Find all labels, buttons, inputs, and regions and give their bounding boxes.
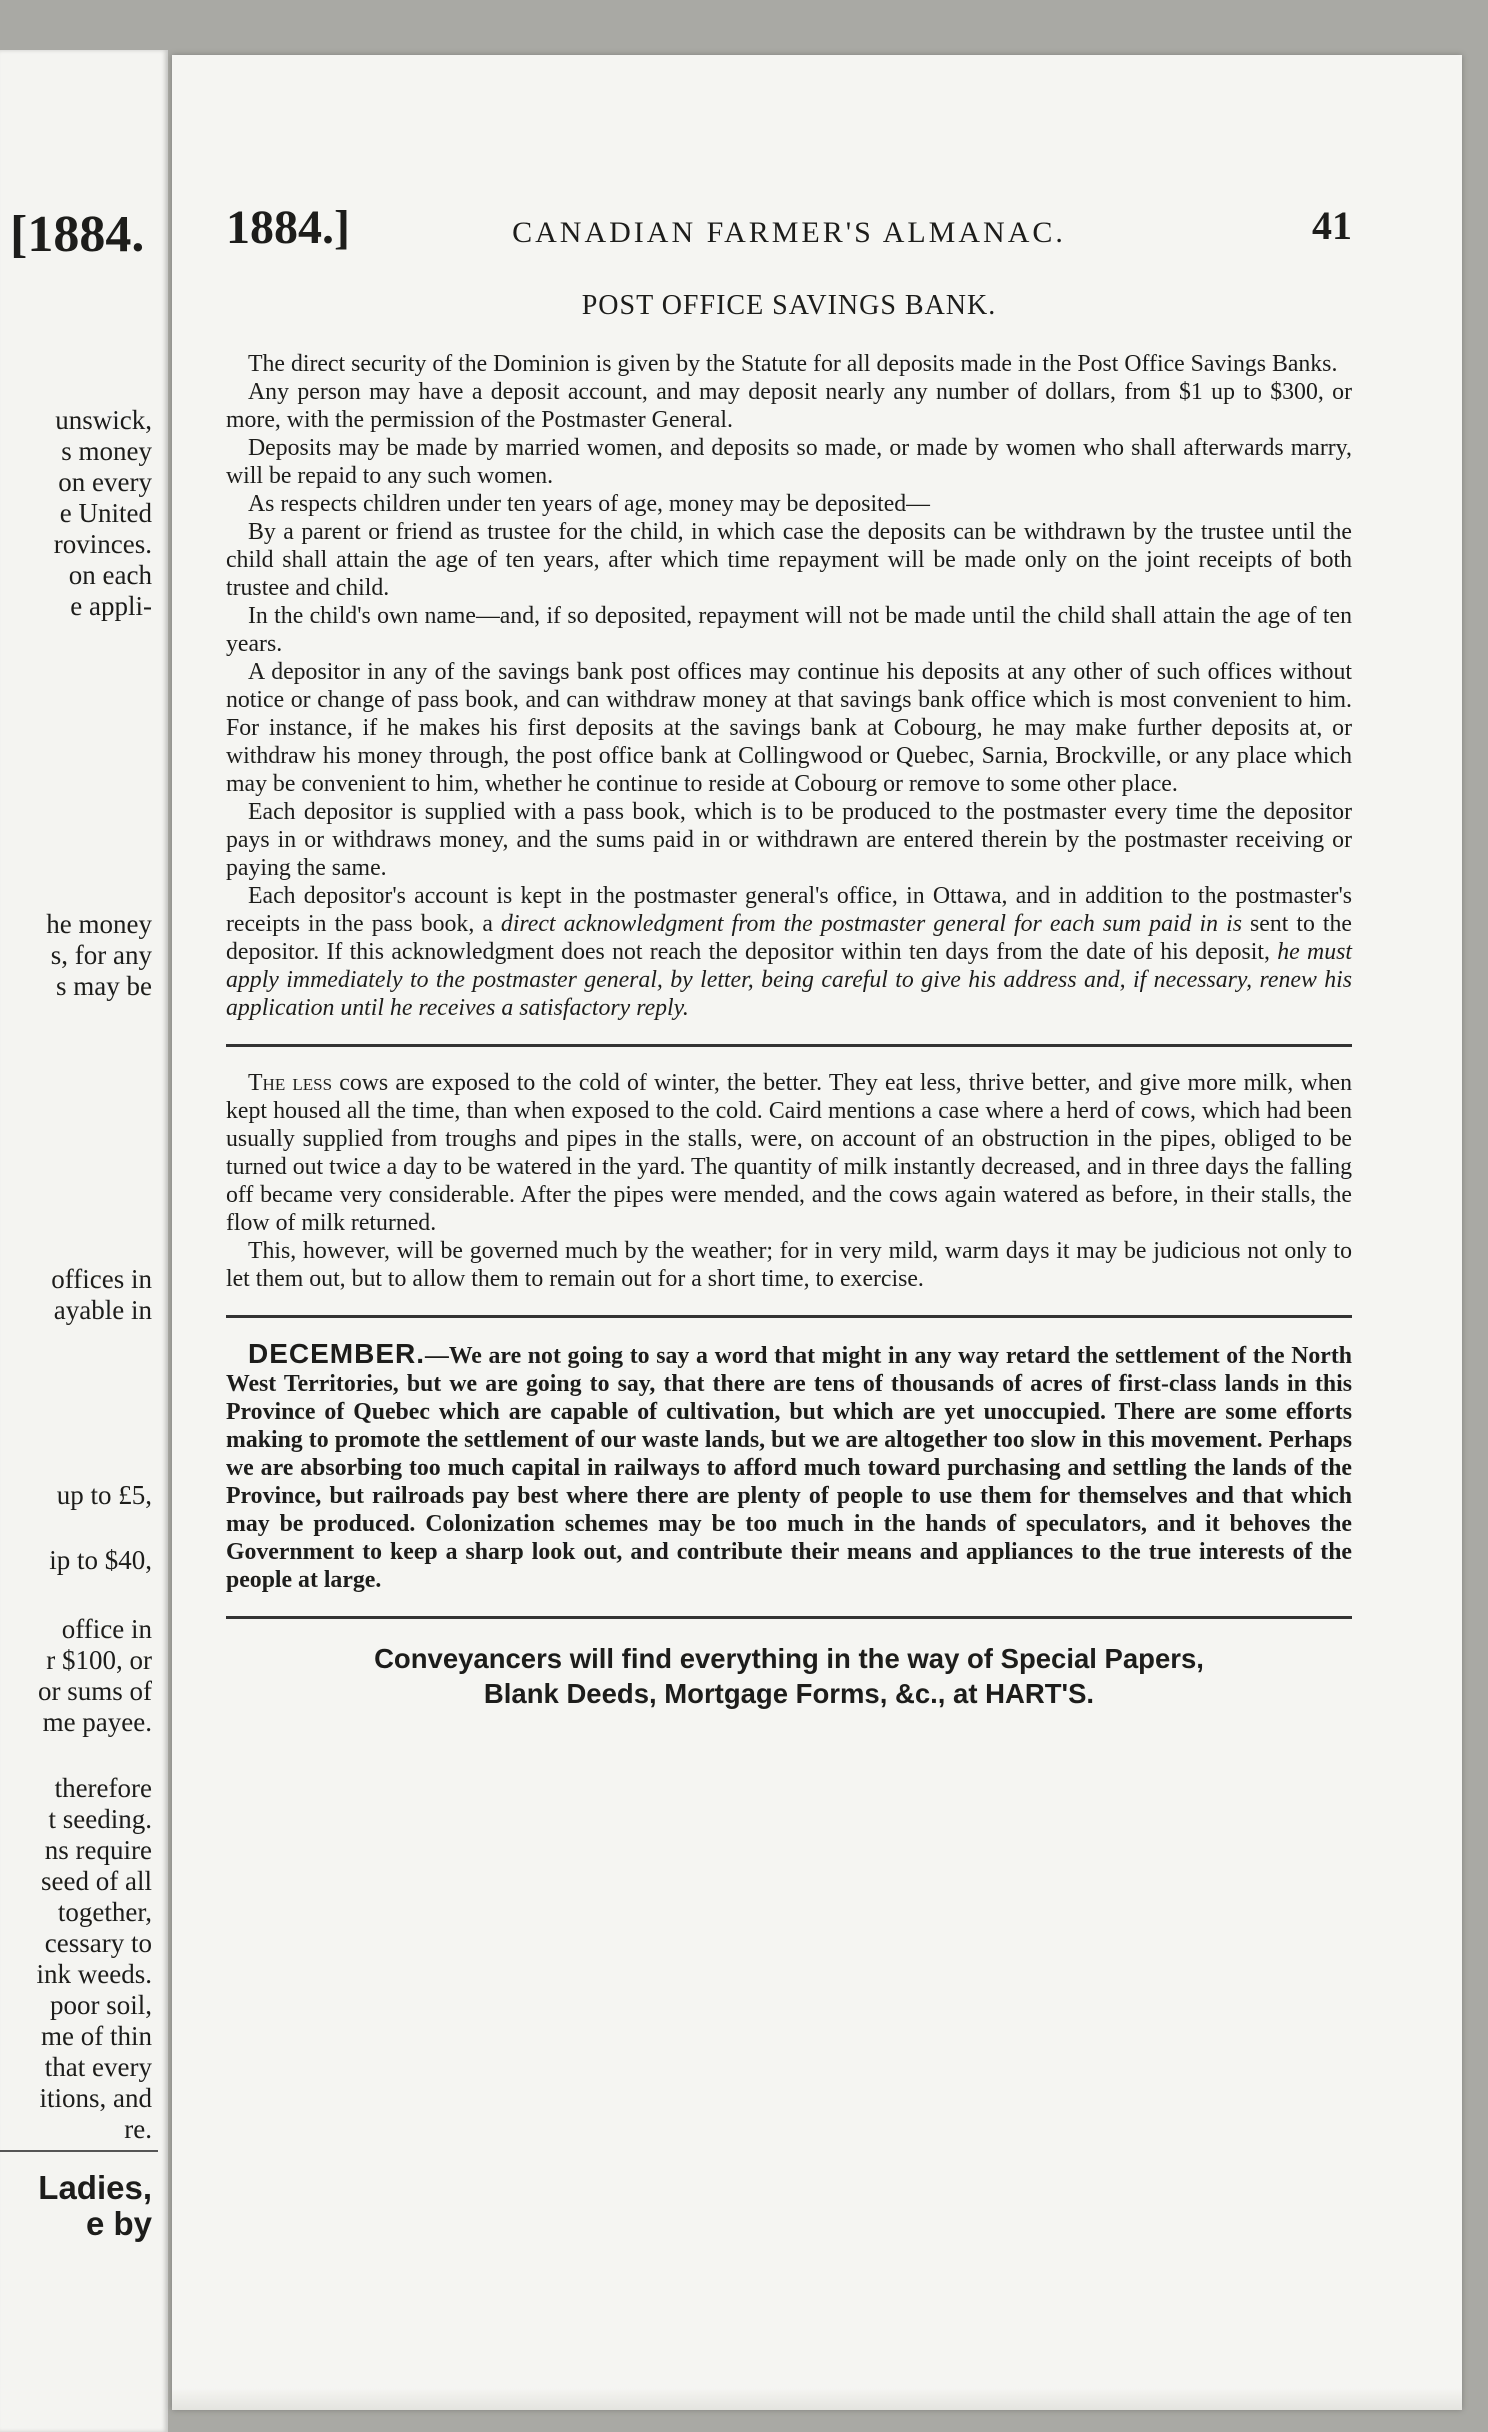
facing-page-line: together, [57,1897,152,1927]
facing-page-line: ip to $40, [49,1545,152,1575]
paragraph-acknowledgment [226,882,1352,1022]
facing-page-line: unswick, [55,405,152,435]
facing-page-line: me payee. [42,1707,152,1737]
acknowledgment-italic-2: he must apply immediately to the postmaster general, by letter, being careful to give his address and, if necessary, renew his application until he receives a satisfactory reply. [226,939,1352,1021]
facing-page-fragment [0,50,168,2432]
paragraph-trustee: By a parent or friend as trustee for the child, in which case the deposits can be withdrawn by the trustee until the child shall attain the age of ten years, after which time repayment will be made only on the joint receipts of both trustee and child. [226,519,1352,601]
facing-page-line: poor soil, [49,1990,152,2020]
paragraph-security: The direct security of the Dominion is given by the Statute for all deposits made in the Post Office Savings Banks. [248,351,1338,377]
facing-page-rule [0,2150,158,2152]
facing-page-header: [1884. [10,206,145,263]
facing-page-line: that every [44,2052,152,2082]
facing-page-line: on each [68,560,152,590]
facing-page-line: he money [46,909,152,939]
facing-page-line: s, for any [50,940,152,970]
facing-page-line: ayable in [53,1295,152,1325]
paragraph-children: As respects children under ten years of age, money may be deposited— [248,491,930,517]
facing-page-line: seed of all [41,1866,152,1896]
divider-rule [226,1616,1352,1619]
section-title: POST OFFICE SAVINGS BANK. [581,290,997,321]
facing-page-line: cessary to [44,1928,152,1958]
december-text: —We are not going to say a word that might in any way retard the settlement of the North West Territories, but we are going to say, that there are tens of thousands of acres of first-class lands in this Province of Quebec which are capable of cultivation, but which are yet unoccupied. There are some efforts making to promote the settlement of our waste lands, but we are altogether too slow in this movement. Perhaps we are absorbing too much capital in railways to afford much toward purchasing and settling the lands of the Province, but railroads pay best where there are plenty of people to use them for themselves and that which may be produced. Colonization schemes may be too much in the hands of speculators, and it behoves the Government to keep a sharp look out, and contribute their means and appliances to the true interests of the people at large. [226,1343,1352,1593]
facing-page-line: offices in [51,1264,152,1294]
facing-page-line: e United [59,498,152,528]
paragraph-cows [226,1069,1352,1237]
facing-page-line: therefore [54,1773,152,1803]
facing-page-line: on every [58,467,152,497]
facing-page-line: s money [61,436,152,466]
paragraph-pass-book: Each depositor is supplied with a pass book, which is to be produced to the postmaster every time the depositor pays in or withdraws money, and the sums paid in or withdrawn are entered therein by the postmaster receiving or paying the same. [226,799,1352,881]
almanac-page [172,55,1462,2410]
december-heading: DECEMBER. [248,1338,426,1369]
divider-rule [226,1044,1352,1047]
facing-page-line: rovinces. [53,529,152,559]
facing-page-ad-line-2: e by [85,2205,152,2242]
divider-rule [226,1315,1352,1318]
facing-page-line: or sums of [38,1676,152,1706]
page-bottom-edge [172,2388,1462,2410]
facing-page-line: t seeding. [48,1804,152,1834]
facing-page-line: me of thin [41,2021,152,2051]
cows-lead: The less [248,1070,333,1096]
paragraph-married-women: Deposits may be made by married women, and deposits so made, or made by women who shall afterwards marry, will be repaid to any such women. [226,435,1352,489]
facing-page-line: s may be [56,971,152,1001]
cows-text: cows are exposed to the cold of winter, the better. They eat less, thrive better, and give more milk, when kept housed all the time, than when exposed to the cold. Caird mentions a case where a herd of cows, which had been usually supplied from troughs and pipes in the stalls, were, on account of an obstruction in the pipes, obliged to be turned out twice a day to be watered in the yard. The quantity of milk instantly decreased, and in three days the falling off became very considerable. After the pipes were mended, and the cows again watered as before, in their stalls, the flow of milk returned. [226,1070,1352,1236]
paragraph-deposit-account: Any person may have a deposit account, and may deposit nearly any number of dollars, from $1 up to $300, or more, with the permission of the Postmaster General. [226,379,1352,433]
acknowledgment-text-2: sent to the depositor. If this acknowledgment does not reach the depositor within ten days from the date of his deposit, [226,911,1352,965]
acknowledgment-text-1: Each depositor's account is kept in the postmaster general's office, in Ottawa, and in addition to the postmaster's receipts in the pass book, a [226,883,1352,937]
facing-page-line: ink weeds. [36,1959,152,1989]
facing-page-line: r $100, or [46,1645,152,1675]
paragraph-weather: This, however, will be governed much by the weather; for in very mild, warm days it may be judicious not only to let them out, but to allow them to remain out for a short time, to exercise. [226,1238,1352,1292]
facing-page-line: ns require [44,1835,152,1865]
facing-page-line: office in [61,1614,152,1644]
paragraph-own-name: In the child's own name—and, if so deposited, repayment will not be made until the child shall attain the age of ten years. [226,603,1352,657]
advert-line-2: Blank Deeds, Mortgage Forms, &c., at HART'S. [483,1678,1095,1709]
paragraph-december [226,1340,1352,1594]
advert-line-1: Conveyancers will find everything in the way of Special Papers, [374,1643,1204,1674]
facing-page-ad-line-1: Ladies, [38,2169,152,2206]
header-year: 1884.] [226,201,350,254]
header-title: CANADIAN FARMER'S ALMANAC. [512,216,1066,249]
page-content [226,200,1352,1711]
page-number: 41 [1312,203,1352,248]
facing-page-line: up to £5, [56,1480,152,1510]
facing-page-line: e appli- [70,591,152,621]
facing-page-line: re. [124,2114,152,2144]
running-header [226,200,1352,270]
facing-page-line: itions, and [39,2083,152,2113]
harts-advertisement [226,1641,1352,1711]
acknowledgment-italic-1: direct acknowledgment from the postmaster general for each sum paid in is [500,911,1242,937]
paragraph-other-offices: A depositor in any of the savings bank post offices may continue his deposits at any other of such offices without notice or change of pass book, and can withdraw money at that savings bank office which is most convenient to him. For instance, if he makes his first deposits at the savings bank at Cobourg, he may make further deposits at, or withdraw his money through, the post office bank at Collingwood or Quebec, Sarnia, Brockville, or any place which may be convenient to him, whether he continue to reside at Cobourg or remove to some other place. [226,659,1352,797]
